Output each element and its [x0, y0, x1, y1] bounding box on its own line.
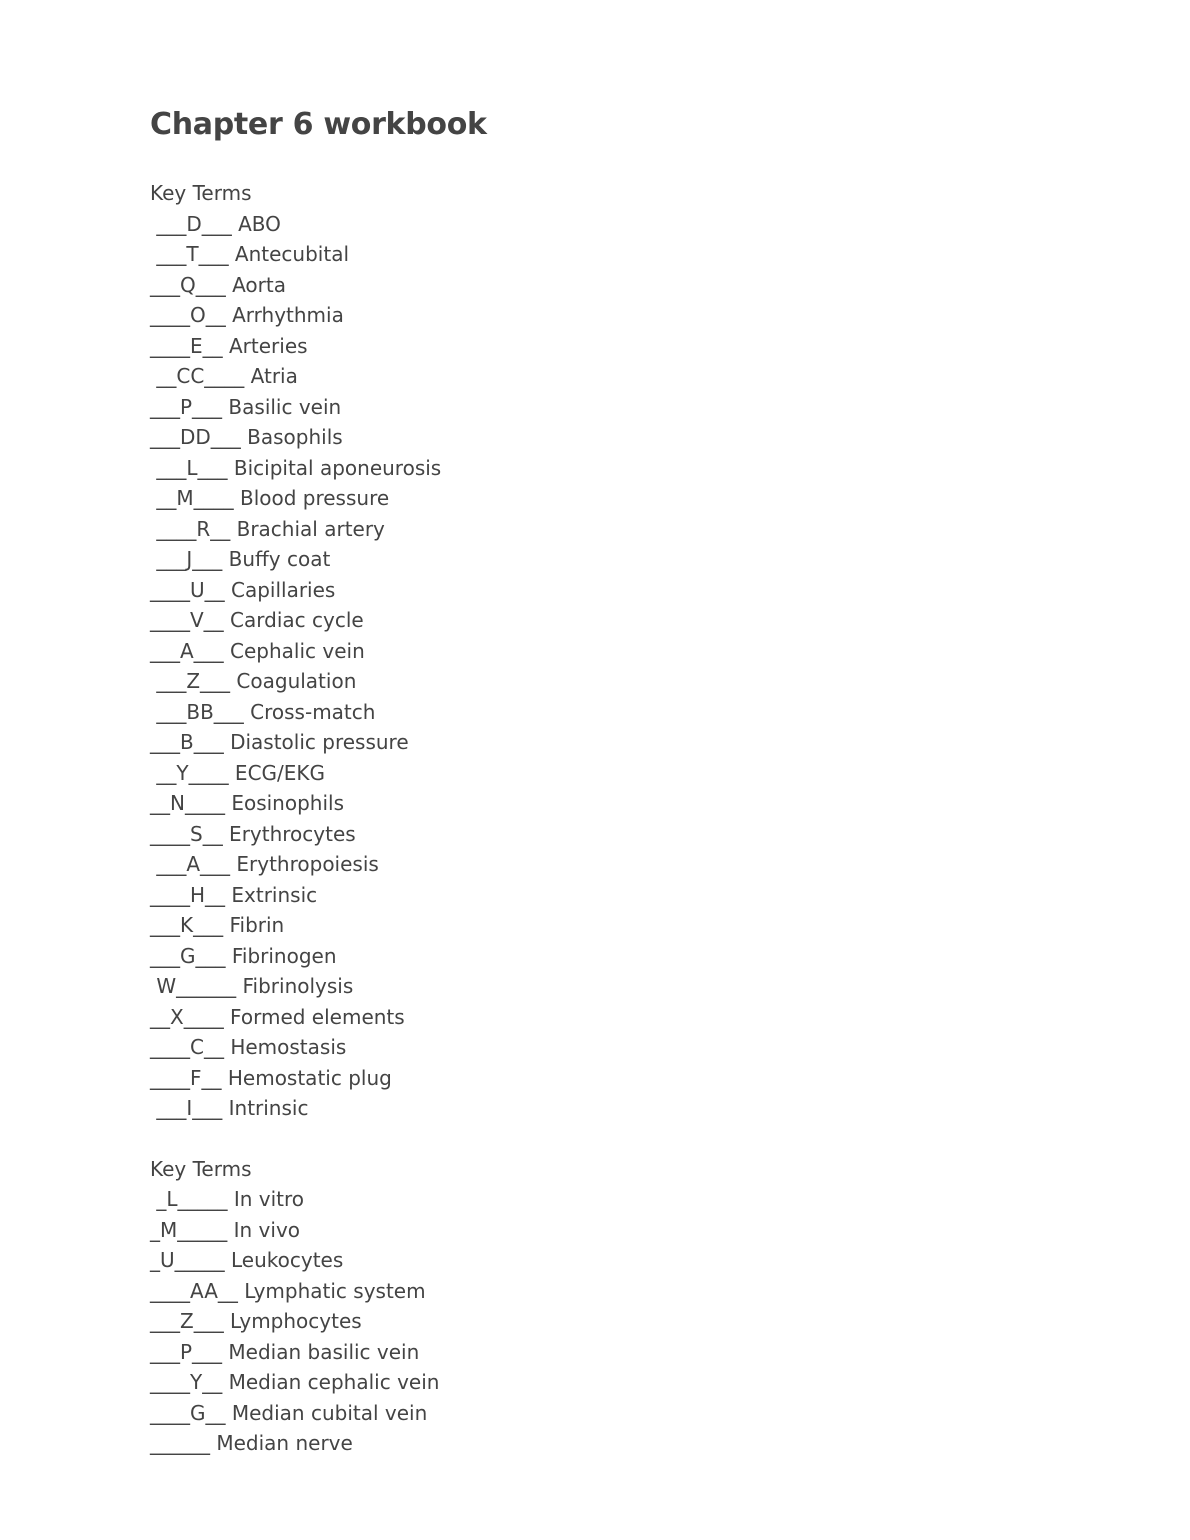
term-row: ___A___ Cephalic vein — [150, 638, 365, 663]
term-list — [150, 209, 1110, 1124]
term-row: ___Z___ Coagulation — [150, 669, 357, 693]
term-row: ____AA__ Lymphatic system — [150, 1278, 426, 1303]
term-row: ____E__ Arteries — [150, 333, 308, 358]
term-row: ____Y__ Median cephalic vein — [150, 1370, 440, 1394]
key-terms-section-2 — [150, 1154, 1110, 1459]
term-row: ____C__ Hemostasis — [150, 1035, 347, 1059]
term-row: ___Q___ Aorta — [150, 272, 286, 297]
term-row: __M____ Blood pressure — [150, 486, 390, 510]
term-row: ____V__ Cardiac cycle — [150, 608, 364, 632]
term-row: ___P___ Median basilic vein — [150, 1339, 420, 1364]
term-list — [150, 1184, 1110, 1459]
key-terms-section-1 — [150, 178, 1110, 1124]
term-row: __N____ Eosinophils — [150, 791, 344, 815]
document-page — [150, 100, 1110, 1459]
term-row: ___D___ ABO — [150, 211, 281, 236]
term-row: ___Z___ Lymphocytes — [150, 1309, 362, 1333]
term-row: ______ Median nerve — [150, 1431, 353, 1455]
term-row: ____O__ Arrhythmia — [150, 303, 344, 327]
term-row: ____G__ Median cubital vein — [150, 1400, 428, 1425]
term-row: __CC____ Atria — [150, 364, 298, 388]
term-row: ___K___ Fibrin — [150, 913, 285, 937]
term-row: __X____ Formed elements — [150, 1004, 405, 1029]
term-row: ___P___ Basilic vein — [150, 394, 342, 419]
term-row: __Y____ ECG/EKG — [150, 760, 326, 785]
term-row: ___B___ Diastolic pressure — [150, 730, 409, 754]
term-row: _U_____ Leukocytes — [150, 1248, 344, 1272]
term-row: ____H__ Extrinsic — [150, 882, 318, 907]
document-title: Chapter 6 workbook — [150, 107, 487, 142]
term-row: ___L___ Bicipital aponeurosis — [150, 455, 442, 480]
term-row: ___T___ Antecubital — [150, 242, 350, 266]
section-heading: Key Terms — [150, 1156, 252, 1181]
term-row: ____U__ Capillaries — [150, 577, 336, 602]
term-row: ___DD___ Basophils — [150, 425, 343, 449]
term-row: ___I___ Intrinsic — [150, 1096, 309, 1120]
term-row: ___G___ Fibrinogen — [150, 943, 337, 968]
term-row: ____F__ Hemostatic plug — [150, 1065, 392, 1090]
term-row: ____R__ Brachial artery — [150, 516, 385, 541]
term-row: ___A___ Erythropoiesis — [150, 852, 379, 876]
term-row: W______ Fibrinolysis — [150, 974, 354, 998]
section-heading: Key Terms — [150, 181, 252, 205]
term-row: _M_____ In vivo — [150, 1217, 301, 1242]
term-row: ___J___ Buffy coat — [150, 547, 331, 571]
term-row: ____S__ Erythrocytes — [150, 821, 356, 846]
term-row: ___BB___ Cross-match — [150, 699, 376, 724]
term-row: _L_____ In vitro — [150, 1187, 305, 1211]
